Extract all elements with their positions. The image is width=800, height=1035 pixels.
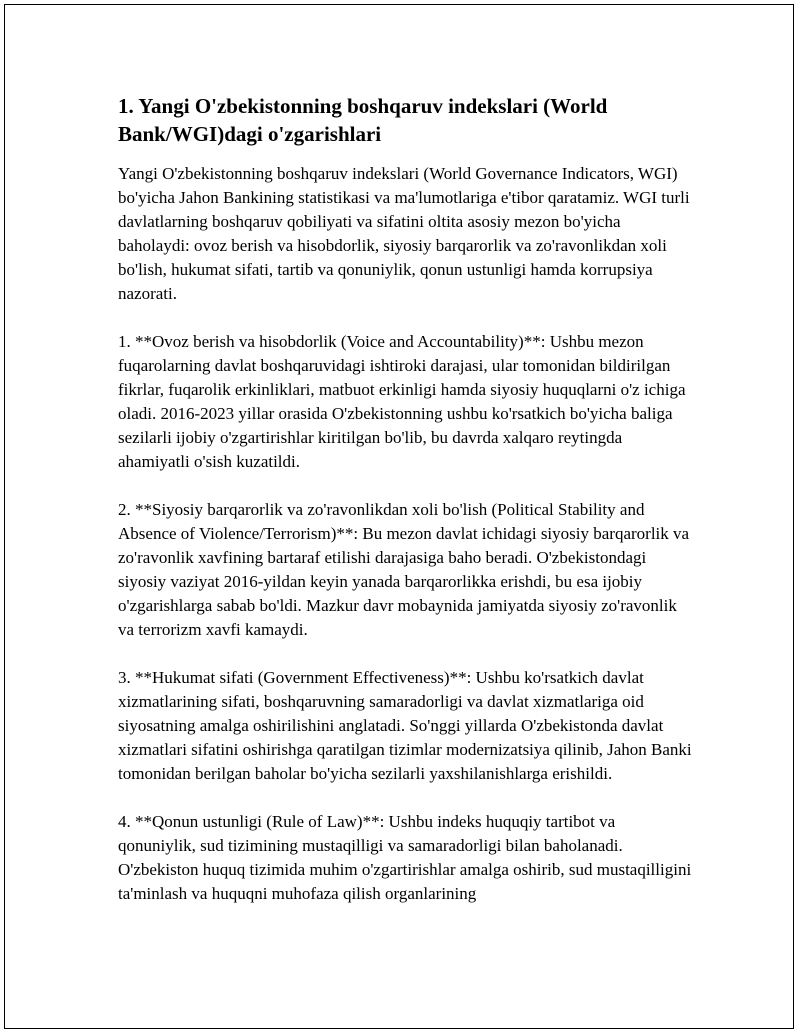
paragraph-government-effectiveness: 3. **Hukumat sifati (Government Effectiveness)**: Ushbu ko'rsatkich davlat xizmatlarining sifati, boshqaruvning samaradorligi va davlat xizmatlariga oid siyosatning amalga oshirilishini anglatadi. So'nggi yillarda O'zbekistonda davlat xizmatlari sifatini oshirishga qaratilgan tizimlar modernizatsiya qilinib, Jahon Banki tomonidan berilgan baholar bo'yicha sezilarli yaxshilanishlarga erishildi. <box>118 668 692 783</box>
document-body <box>118 92 692 930</box>
paragraph-rule-of-law: 4. **Qonun ustunligi (Rule of Law)**: Ushbu indeks huquqiy tartibot va qonuniylik, sud tizimining mustaqilligi va samaradorligi bilan baholanadi. O'zbekiston huquq tizimida muhim o'zgartirishlar amalga oshirib, sud mustaqilligini ta'minlash va huquqni muhofaza qilish organlarining <box>118 812 692 903</box>
paragraph-political-stability: 2. **Siyosiy barqarorlik va zo'ravonlikdan xoli bo'lish (Political Stability and Absence of Violence/Terrorism)**: Bu mezon davlat ichidagi siyosiy barqarorlik va zo'ravonlik xavfining bartaraf etilishi darajasiga baho beradi. O'zbekistondagi siyosiy vaziyat 2016-yildan keyin yanada barqarorlikka erishdi, bu esa ijobiy o'zgarishlarga sabab bo'ldi. Mazkur davr mobaynida jamiyatda siyosiy zo'ravonlik va terrorizm xavfi kamaydi. <box>118 500 690 639</box>
document-title: 1. Yangi O'zbekistonning boshqaruv indekslari (World Bank/WGI)dagi o'zgarishlari <box>118 94 608 146</box>
paragraph-voice-accountability: 1. **Ovoz berish va hisobdorlik (Voice and Accountability)**: Ushbu mezon fuqarolarning davlat boshqaruvidagi ishtiroki darajasi, ular tomonidan bildirilgan fikrlar, fuqarolik erkinliklari, matbuot erkinligi hamda siyosiy huquqlarni o'z ichiga oladi. 2016-2023 yillar orasida O'zbekistonning ushbu ko'rsatkich bo'yicha baliga sezilarli ijobiy o'zgartirishlar kiritilgan bo'lib, bu davrda xalqaro reytingda ahamiyatli o'sish kuzatildi. <box>118 332 686 471</box>
paragraph-intro: Yangi O'zbekistonning boshqaruv indekslari (World Governance Indicators, WGI) bo'yicha Jahon Bankining statistikasi va ma'lumotlariga e'tibor qaratamiz. WGI turli davlatlarning boshqaruv qobiliyati va sifatini oltita asosiy mezon bo'yicha baholaydi: ovoz berish va hisobdorlik, siyosiy barqarorlik va zo'ravonlikdan xoli bo'lish, hukumat sifati, tartib va qonuniylik, qonun ustunligi hamda korrupsiya nazorati. <box>118 164 690 303</box>
